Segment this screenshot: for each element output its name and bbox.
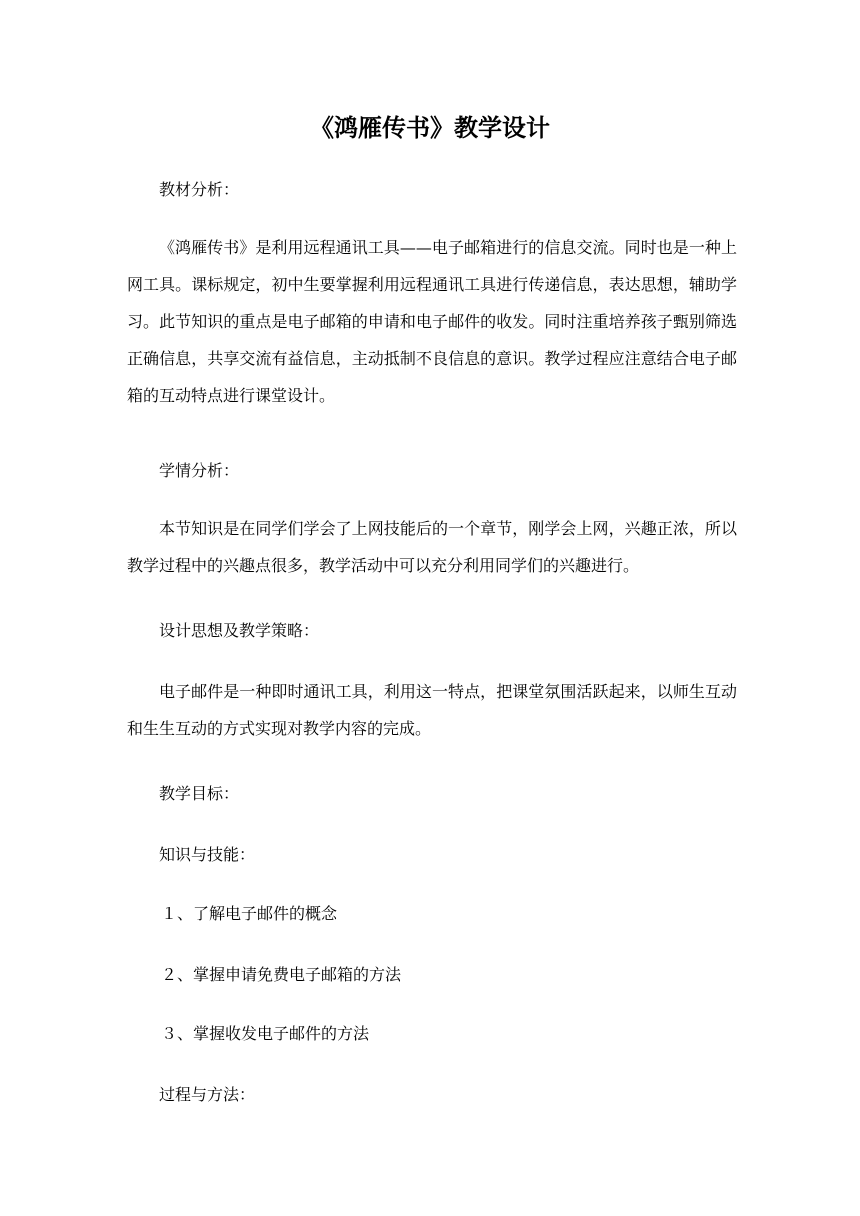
material-paragraph: 《鸿雁传书》是利用远程通讯工具——电子邮箱进行的信息交流。同时也是一种上网工具。课标规定，初中生要掌握利用远程通讯工具进行传递信息，表达思想，辅助学习。此节知识的重点是电子邮箱的申请和电子邮件的收发。同时注重培养孩子甄别筛选正确信息，共享交流有益信息，主动抵制不良信息的意识。教学过程应注意结合电子邮箱的互动特点进行课堂设计。: [127, 238, 737, 405]
knowledge-heading: 知识与技能：: [159, 845, 256, 864]
student-heading: 学情分析：: [159, 461, 240, 480]
strategy-paragraph: 电子邮件是一种即时通讯工具，利用这一特点，把课堂氛围活跃起来，以师生互动和生生互动的方式实现对教学内容的完成。: [127, 682, 737, 738]
process-heading: 过程与方法：: [159, 1085, 256, 1104]
student-paragraph: 本节知识是在同学们学会了上网技能后的一个章节，刚学会上网，兴趣正浓，所以教学过程中的兴趣点很多，教学活动中可以充分利用同学们的兴趣进行。: [127, 519, 737, 575]
material-heading: 教材分析：: [159, 180, 240, 199]
goals-heading: 教学目标：: [159, 784, 240, 803]
document-title: 《鸿雁传书》教学设计: [310, 114, 550, 142]
knowledge-item: ２、掌握申请免费电子邮箱的方法: [161, 965, 402, 984]
strategy-heading: 设计思想及教学策略：: [159, 621, 320, 640]
knowledge-item: １、了解电子邮件的概念: [161, 904, 338, 923]
knowledge-item: ３、掌握收发电子邮件的方法: [161, 1024, 370, 1043]
